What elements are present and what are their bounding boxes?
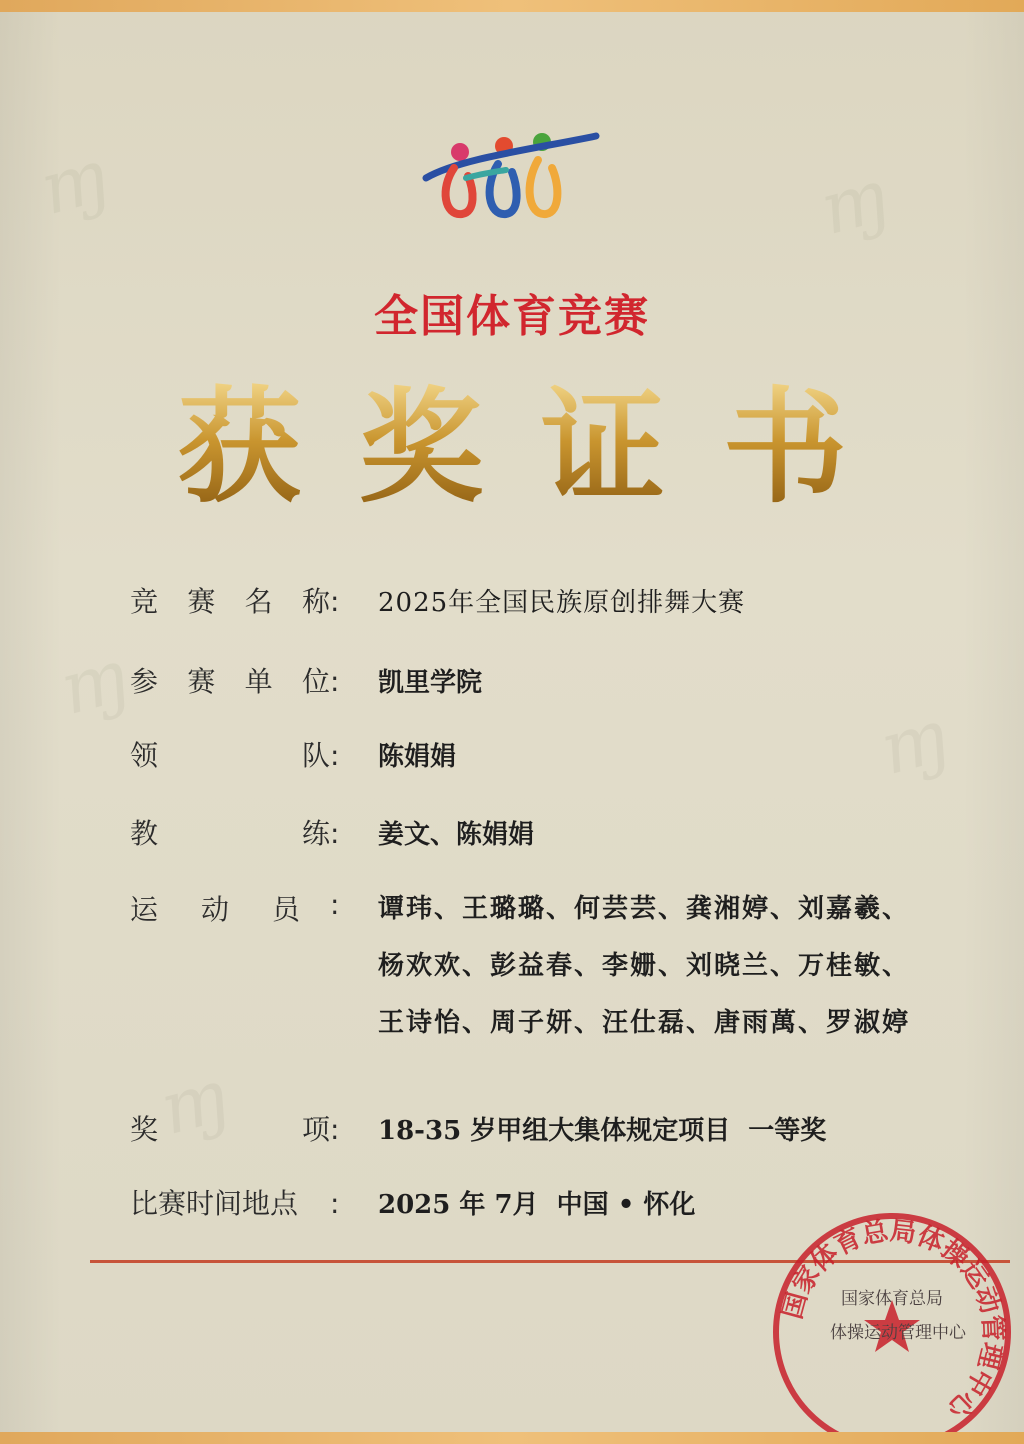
official-seal	[768, 1208, 1016, 1444]
watermark: ɱ	[30, 132, 118, 232]
label-colon: :	[330, 665, 340, 698]
seal-inner-line1: 国家体育总局	[841, 1289, 943, 1309]
label-char: 项	[301, 1113, 330, 1146]
label-char: 称	[301, 585, 330, 618]
label-char: 领	[130, 739, 159, 772]
award-value: 18-35 岁甲组大集体规定项目 一等奖	[378, 1116, 827, 1146]
field-label	[130, 888, 330, 928]
label-char: 运	[130, 893, 159, 926]
label-char: 赛	[187, 585, 216, 618]
field-label	[130, 734, 330, 774]
label-colon: :	[330, 1187, 340, 1220]
top-border	[0, 0, 1024, 12]
athlete-list	[378, 888, 910, 1039]
label-char: 参	[130, 665, 159, 698]
label-char: 名	[244, 585, 273, 618]
label-text: 比赛时间地点	[130, 1187, 299, 1220]
label-colon: :	[330, 585, 340, 618]
label-char: 员	[271, 893, 300, 926]
watermark: ɱ	[870, 692, 958, 792]
field-label	[130, 1108, 330, 1148]
certificate-title	[0, 375, 1024, 520]
label-char: 教	[130, 817, 159, 850]
label-colon: :	[330, 1113, 340, 1146]
field-coach	[130, 812, 534, 852]
field-competition	[130, 580, 745, 620]
field-award	[130, 1108, 826, 1148]
three-figures-logo-icon	[420, 128, 600, 228]
time-place-value: 2025 年 7月 中国 • 怀化	[378, 1190, 696, 1220]
field-label	[130, 660, 330, 700]
field-time-place	[130, 1182, 695, 1222]
label-char: 练	[301, 817, 330, 850]
label-char: 赛	[187, 665, 216, 698]
label-char: 位	[301, 665, 330, 698]
watermark: ɱ	[50, 632, 138, 732]
unit-name: 凯里学院	[378, 668, 483, 698]
seal-inner-line2: 体操运动管理中心	[830, 1323, 966, 1343]
field-label	[130, 1182, 330, 1222]
field-leader	[130, 734, 456, 774]
label-char: 单	[244, 665, 273, 698]
seal-ring-text: 国家体育总局体操运动管理中心	[777, 1216, 1008, 1425]
bottom-border	[0, 1432, 1024, 1444]
field-label	[130, 580, 330, 620]
competition-name: 2025年全国民族原创排舞大赛	[378, 588, 746, 618]
athlete-line: 王诗怡、周子妍、汪仕磊、唐雨萬、罗淑婷	[378, 1008, 911, 1038]
watermark: ɱ	[150, 1052, 238, 1152]
field-label	[130, 812, 330, 852]
coach-names: 姜文、陈娟娟	[378, 820, 535, 850]
title-char: 书	[723, 375, 848, 520]
label-char: 奖	[130, 1113, 159, 1146]
label-char: 竞	[130, 585, 159, 618]
label-colon: :	[330, 817, 340, 850]
field-athletes	[130, 888, 910, 1039]
leader-name: 陈娟娟	[378, 742, 457, 772]
title-char: 证	[541, 375, 666, 520]
label-char: 队	[301, 739, 330, 772]
athlete-line: 杨欢欢、彭益春、李姗、刘晓兰、万桂敏、	[378, 951, 911, 981]
title-char: 获	[176, 375, 301, 520]
watermark: ɱ	[810, 152, 898, 252]
title-char: 奖	[358, 375, 483, 520]
athlete-line: 谭玮、王璐璐、何芸芸、龚湘婷、刘嘉羲、	[378, 894, 911, 924]
field-unit	[130, 660, 482, 700]
organizer-title: 全国体育竞赛	[374, 291, 650, 342]
label-char: 动	[200, 893, 229, 926]
label-colon: :	[330, 888, 340, 921]
label-colon: :	[330, 739, 340, 772]
